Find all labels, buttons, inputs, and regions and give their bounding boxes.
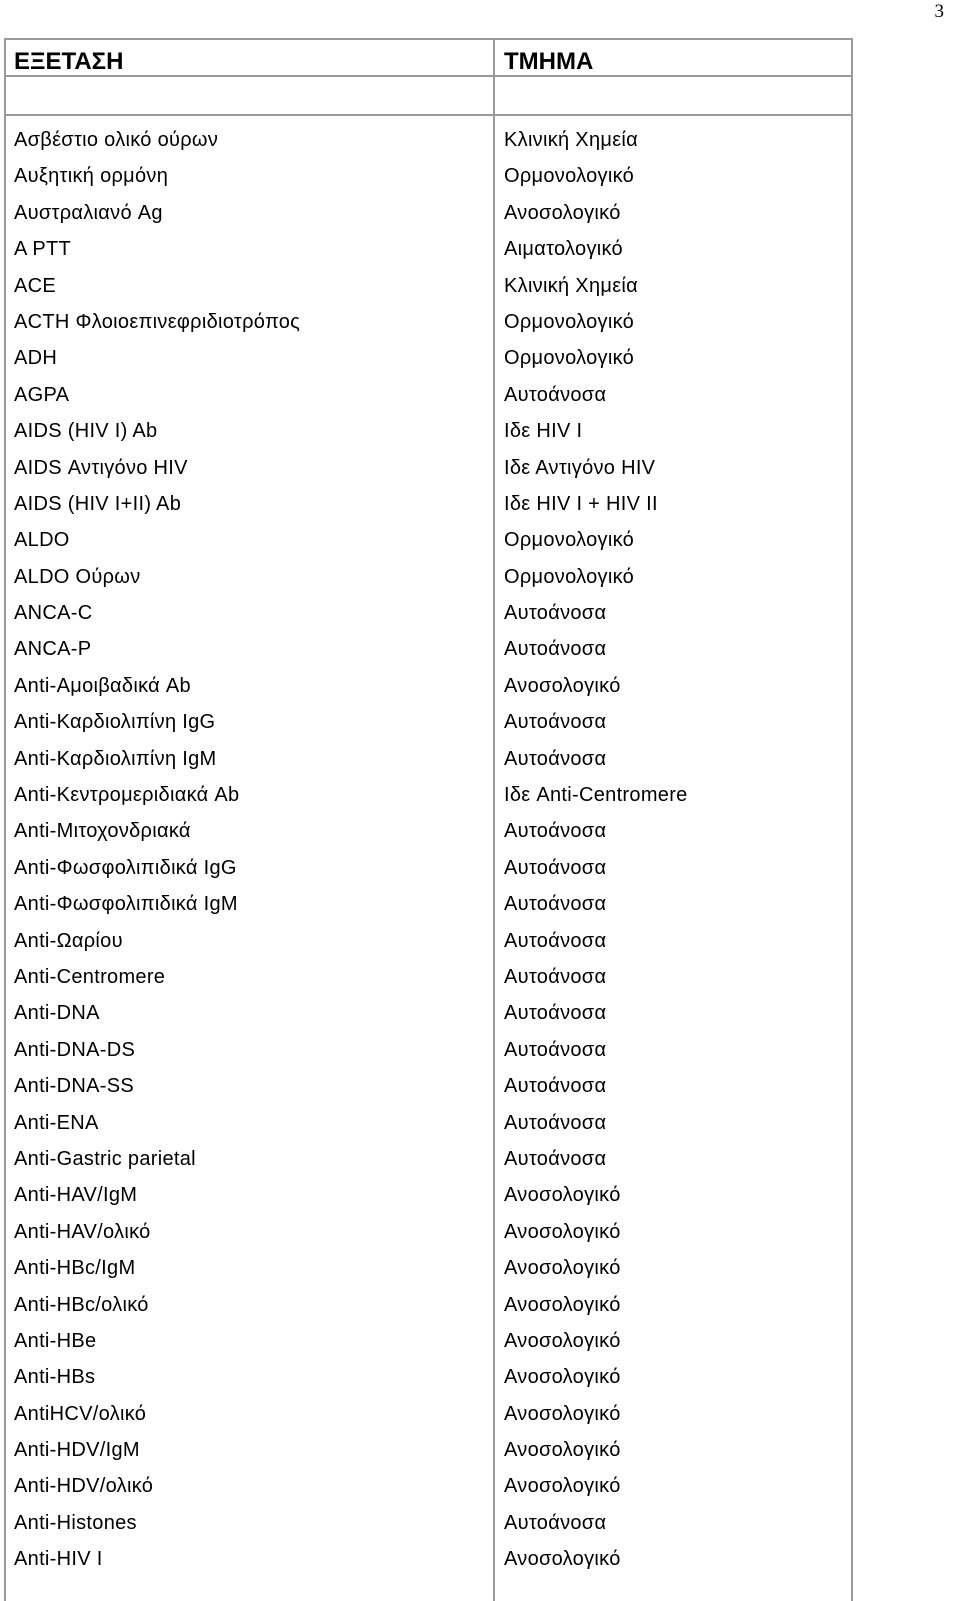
exam-cell: Anti-ENA xyxy=(14,1111,99,1134)
exam-cell: Anti-HIV I xyxy=(14,1548,103,1571)
exam-cell: Anti-Centromere xyxy=(14,965,166,988)
exam-cell: ACE xyxy=(14,274,57,297)
table-row xyxy=(6,850,851,886)
table-row xyxy=(6,704,851,740)
exam-cell: Anti-Gastric parietal xyxy=(14,1147,196,1170)
table-row xyxy=(6,450,851,486)
department-cell: Αυτοάνοσα xyxy=(504,965,607,988)
exam-cell: Anti-Καρδιολιπίνη IgG xyxy=(14,711,216,734)
table-row xyxy=(6,1177,851,1213)
exam-cell: ALDO xyxy=(14,529,70,552)
table-row xyxy=(6,1468,851,1504)
table-row xyxy=(6,304,851,340)
department-cell: Αυτοάνοσα xyxy=(504,929,607,952)
exam-cell: AIDS (HIV I+II) Ab xyxy=(14,492,182,515)
exam-cell: Αυστραλιανό Ag xyxy=(14,201,163,224)
exam-cell: AntiHCV/ολικό xyxy=(14,1402,147,1425)
exam-cell: ANCA-P xyxy=(14,638,92,661)
table-row xyxy=(6,813,851,849)
department-cell: Αυτοάνοσα xyxy=(504,856,607,879)
table-row xyxy=(6,268,851,304)
department-cell: Ορμονολογικό xyxy=(504,565,635,588)
department-cell: Αυτοάνοσα xyxy=(504,1002,607,1025)
table-body xyxy=(6,122,851,1578)
department-cell: Ανοσολογικό xyxy=(504,1257,621,1280)
table-row xyxy=(6,1032,851,1068)
department-cell: Ορμονολογικό xyxy=(504,165,635,188)
department-cell: Αυτοάνοσα xyxy=(504,1511,607,1534)
table-row xyxy=(6,522,851,558)
department-cell: Αυτοάνοσα xyxy=(504,1038,607,1061)
exam-cell: Anti-Κεντρομεριδιακά Ab xyxy=(14,784,240,807)
table-row xyxy=(6,231,851,267)
table-row xyxy=(6,1214,851,1250)
table-row xyxy=(6,777,851,813)
table-row xyxy=(6,668,851,704)
table-row xyxy=(6,1287,851,1323)
table-row xyxy=(6,1541,851,1577)
table-row xyxy=(6,158,851,194)
table-row xyxy=(6,122,851,158)
exam-cell: ANCA-C xyxy=(14,602,93,625)
department-cell: Ανοσολογικό xyxy=(504,1293,621,1316)
table-row xyxy=(6,377,851,413)
page-number: 3 xyxy=(934,1,944,22)
department-cell: Αυτοάνοσα xyxy=(504,383,607,406)
table-row xyxy=(6,1396,851,1432)
table-row xyxy=(6,631,851,667)
exam-cell: AGPA xyxy=(14,383,70,406)
exam-cell: Anti-Καρδιολιπίνη IgM xyxy=(14,747,217,770)
department-cell: Ανοσολογικό xyxy=(504,1220,621,1243)
exam-cell: ALDO Ούρων xyxy=(14,565,141,588)
department-cell: Ανοσολογικό xyxy=(504,1439,621,1462)
department-cell: Αυτοάνοσα xyxy=(504,1075,607,1098)
department-cell: Ανοσολογικό xyxy=(504,1329,621,1352)
department-cell: Ανοσολογικό xyxy=(504,1366,621,1389)
department-cell: Ορμονολογικό xyxy=(504,310,635,333)
table-row xyxy=(6,959,851,995)
exam-cell: Anti-HBe xyxy=(14,1329,97,1352)
exam-cell: AIDS (HIV I) Ab xyxy=(14,420,158,443)
header-exam: ΕΞΕΤΑΣΗ xyxy=(14,48,124,75)
exam-cell: Anti-HAV/IgM xyxy=(14,1184,138,1207)
department-cell: Αυτοάνοσα xyxy=(504,1147,607,1170)
department-cell: Αυτοάνοσα xyxy=(504,747,607,770)
department-cell: Ιδε HIV I xyxy=(504,420,583,443)
exam-cell: Anti-Αμοιβαδικά Ab xyxy=(14,674,191,697)
header-rule xyxy=(6,75,851,77)
department-cell: Αυτοάνοσα xyxy=(504,1111,607,1134)
table-row xyxy=(6,995,851,1031)
table-row xyxy=(6,1359,851,1395)
department-cell: Αυτοάνοσα xyxy=(504,602,607,625)
exam-cell: ADH xyxy=(14,347,58,370)
department-cell: Ανοσολογικό xyxy=(504,1548,621,1571)
department-cell: Ιδε Anti-Centromere xyxy=(504,784,688,807)
exam-cell: Anti-HDV/IgM xyxy=(14,1439,140,1462)
exam-cell: Anti-HDV/ολικό xyxy=(14,1475,154,1498)
department-cell: Ορμονολογικό xyxy=(504,529,635,552)
exam-cell: Anti-DNA-DS xyxy=(14,1038,136,1061)
department-cell: Αυτοάνοσα xyxy=(504,893,607,916)
department-cell: Ανοσολογικό xyxy=(504,674,621,697)
exam-cell: Anti-Μιτοχονδριακά xyxy=(14,820,191,843)
exam-cell: Anti-Histones xyxy=(14,1511,137,1534)
table-row xyxy=(6,1141,851,1177)
exam-cell: ACTH Φλοιοεπινεφριδιοτρόπος xyxy=(14,310,301,333)
body-rule xyxy=(6,114,851,116)
department-cell: Ανοσολογικό xyxy=(504,201,621,224)
exam-cell: Anti-HAV/ολικό xyxy=(14,1220,151,1243)
table-row xyxy=(6,1432,851,1468)
table-row xyxy=(6,1250,851,1286)
department-cell: Κλινική Χημεία xyxy=(504,274,639,297)
table-row xyxy=(6,886,851,922)
table-row xyxy=(6,1505,851,1541)
department-cell: Ιδε Αντιγόνο HIV xyxy=(504,456,656,479)
exam-cell: Anti-HBc/ολικό xyxy=(14,1293,149,1316)
exam-cell: Anti-DNA xyxy=(14,1002,100,1025)
department-cell: Ορμονολογικό xyxy=(504,347,635,370)
exam-cell: Anti-HBc/IgM xyxy=(14,1257,136,1280)
exam-cell: Anti-Ωαρίου xyxy=(14,929,123,952)
department-cell: Ανοσολογικό xyxy=(504,1402,621,1425)
table-row xyxy=(6,486,851,522)
department-cell: Κλινική Χημεία xyxy=(504,129,639,151)
exam-cell: Anti-Φωσφολιπιδικά IgG xyxy=(14,856,237,879)
table-row xyxy=(6,340,851,376)
header-department: ΤΜΗΜΑ xyxy=(504,48,594,75)
exam-cell: Anti-HBs xyxy=(14,1366,96,1389)
department-cell: Αυτοάνοσα xyxy=(504,820,607,843)
exam-cell: A PTT xyxy=(14,238,72,261)
department-cell: Αιματολογικό xyxy=(504,238,623,261)
table-row xyxy=(6,1323,851,1359)
exam-cell: Ασβέστιο ολικό ούρων xyxy=(14,129,219,151)
table-row xyxy=(6,1105,851,1141)
table-row xyxy=(6,595,851,631)
exam-cell: Anti-Φωσφολιπιδικά IgM xyxy=(14,893,238,916)
department-cell: Αυτοάνοσα xyxy=(504,711,607,734)
exam-cell: Anti-DNA-SS xyxy=(14,1075,134,1098)
table-row xyxy=(6,923,851,959)
department-cell: Ανοσολογικό xyxy=(504,1184,621,1207)
exam-department-table xyxy=(4,38,853,1601)
exam-cell: Αυξητική ορμόνη xyxy=(14,165,169,188)
table-row xyxy=(6,741,851,777)
department-cell: Ανοσολογικό xyxy=(504,1475,621,1498)
table-row xyxy=(6,1068,851,1104)
table-row xyxy=(6,195,851,231)
department-cell: Αυτοάνοσα xyxy=(504,638,607,661)
exam-cell: AIDS Αντιγόνο HIV xyxy=(14,456,188,479)
department-cell: Ιδε HIV I + HIV II xyxy=(504,492,658,515)
table-row xyxy=(6,413,851,449)
table-row xyxy=(6,559,851,595)
